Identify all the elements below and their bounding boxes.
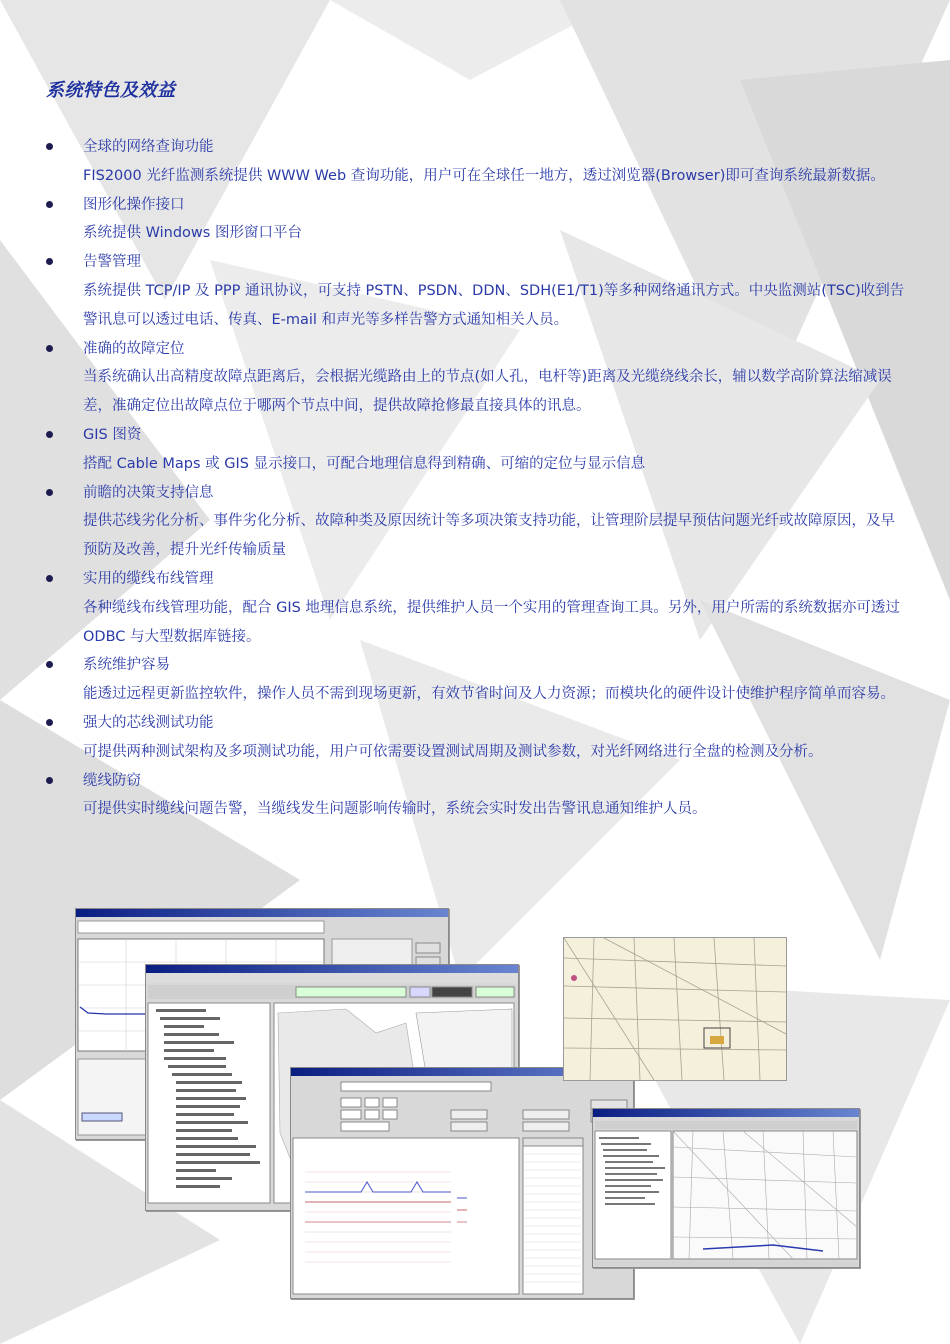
feature-description: 当系统确认出高精度故障点距离后，会根据光缆路由上的节点(如人孔，电杆等)距离及光缆绕线余长，辅以数学高阶算法缩减误差，准确定位出故障点位于哪两个节点中间，提供故障抢修最直接具体的讯息。 bbox=[83, 369, 892, 415]
feature-heading: 强大的芯线测试功能 bbox=[83, 714, 214, 731]
feature-description: 系统提供 TCP/IP 及 PPP 通讯协议，可支持 PSTN、PSDN、DDN、SDH(E1/T1)等多种网络通讯方式。中央监测站(TSC)收到告警讯息可以透过电话、传真、E-mail 和声光等多样告警方式通知相关人员。 bbox=[83, 282, 905, 328]
feature-description: 系统提供 Windows 图形窗口平台 bbox=[83, 225, 302, 242]
feature-heading: 全球的网络查询功能 bbox=[83, 139, 214, 155]
feature-description: 可提供实时缆线问题告警，当缆线发生问题影响传输时，系统会实时发出告警讯息通知维护人员。 bbox=[83, 801, 707, 818]
feature-heading: 准确的故障定位 bbox=[83, 340, 185, 357]
feature-description: 搭配 Cable Maps 或 GIS 显示接口，可配合地理信息得到精确、可缩的定位与显示信息 bbox=[83, 455, 646, 472]
feature-heading: 图形化操作接口 bbox=[83, 196, 185, 213]
section-title: 系统特色及效益 bbox=[46, 80, 176, 101]
feature-heading: 告警管理 bbox=[83, 254, 141, 271]
feature-heading: 缆线防窃 bbox=[83, 772, 141, 789]
feature-description: FIS2000 光纤监测系统提供 WWW Web 查询功能，用户可在全球任一地方，透过浏览器(Browser)即可查询系统最新数据。 bbox=[83, 167, 885, 184]
feature-description: 能透过远程更新监控软件，操作人员不需到现场更新，有效节省时间及人力资源；而模块化的硬件设计使维护程序简单而容易。 bbox=[83, 686, 895, 703]
feature-description: 可提供两种测试架构及多项测试功能，用户可依需要设置测试周期及测试参数，对光纤网络进行全盘的检测及分析。 bbox=[83, 743, 823, 760]
analysis-window bbox=[290, 1067, 634, 1299]
gis-map-window bbox=[592, 1108, 860, 1268]
feature-description: 提供芯线劣化分析、事件劣化分析、故障种类及原因统计等多项决策支持功能，让管理阶层提早预估问题光纤或故障原因，及早预防及改善，提升光纤传输质量 bbox=[83, 513, 895, 559]
feature-heading: GIS 图资 bbox=[83, 426, 142, 443]
feature-heading: 系统维护容易 bbox=[83, 657, 170, 674]
feature-heading: 实用的缆线布线管理 bbox=[83, 570, 214, 587]
street-map-image bbox=[563, 937, 787, 1081]
feature-description: 各种缆线布线管理功能，配合 GIS 地理信息系统，提供维护人员一个实用的管理查询工具。另外，用户所需的系统数据亦可透过 ODBC 与大型数据库链接。 bbox=[83, 599, 900, 645]
feature-heading: 前瞻的决策支持信息 bbox=[83, 484, 214, 501]
